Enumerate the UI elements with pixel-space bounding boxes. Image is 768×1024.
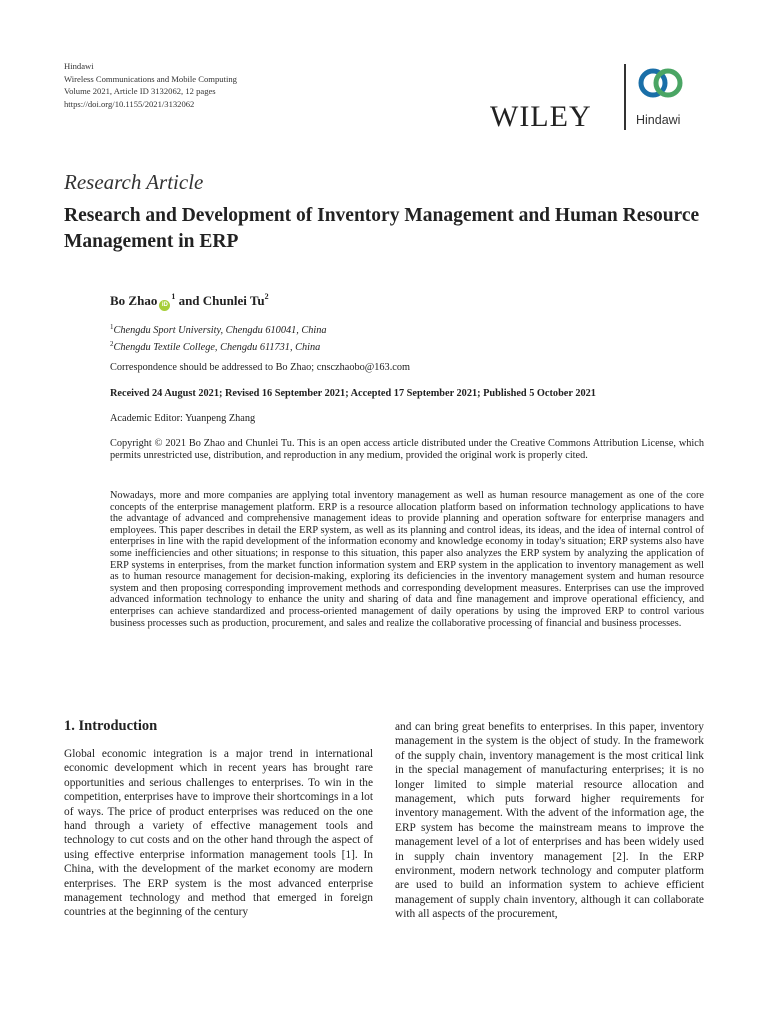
meta-volume: Volume 2021, Article ID 3132062, 12 pages xyxy=(64,86,216,97)
author-1-affil: 1 xyxy=(171,292,176,301)
article-dates: Received 24 August 2021; Revised 16 September 2021; Accepted 17 September 2021; Published 5 October 2021 xyxy=(110,388,596,399)
hindawi-logo-text: Hindawi xyxy=(636,113,681,127)
logo-divider xyxy=(624,64,626,130)
abstract: Nowadays, more and more companies are applying total inventory management as well as human resource management as one of the core concepts of the enterprise management platform. ERP is a resource allocation platform based on information technology applications to have the advantage of advanced and comprehensive management ideas to provide planning and operation software for enterprise managers and employees. This paper describes in detail the ERP system, as well as its planning and control ideas, its ideas, and the idea of internal control of enterprises in line with the rapid development of the information economy and knowledge economy in today's situation; ERP systems also have some inefficiencies and other situations; in response to this situation, this paper also analyzes the ERP system by analyzing the application of ERP systems in enterprises, from the market function information system and ERP system in the application to inventory management as well as to human resource management for decision-making, exploring its deficiencies in the inventory management system and human resource system and then proposing corresponding improvement methods and corresponding development measures. Enterprises can use the improved advanced information technology to enhance the unity and sharing of data and fine management and improve operational efficiency, and enterprises can achieve standardized and process-oriented management of daily operations by using the improved ERP to control various business processes such as production, procurement, and sales and realize the collaborative processing of financial and business processes. xyxy=(110,490,704,629)
copyright-notice: Copyright © 2021 Bo Zhao and Chunlei Tu. This is an open access article distributed under the Creative Commons Attribution License, which permits unrestricted use, distribution, and reproduction in any medium, provided the original work is properly cited. xyxy=(110,438,704,461)
journal-meta xyxy=(64,60,237,110)
affiliation-1 xyxy=(110,321,327,338)
body-column-left: Global economic integration is a major trend in international economic development which in recent years has brought rare opportunities and serious challenges to enterprises. To win in the competition, enterprises have to improve their shortcomings in a lot of ways. The price of product enterprises was reduced on the one hand through a variety of effective management tools and technology to cut costs and on the other hand through the aspect of using effective enterprise information management tools [1]. In China, with the development of the market economy are modern enterprises. The ERP system is the most advanced enterprise management technology and method that emerged in foreign countries at the beginning of the century xyxy=(64,748,373,919)
affiliations xyxy=(110,321,327,354)
affiliation-1-sup: 1 xyxy=(110,323,114,331)
body-column-right: and can bring great benefits to enterprises. In this paper, inventory management in the system is the object of study. In the framework of the supply chain, inventory management is the most critical link in the special management of manufacturing enterprises; it is no longer limited to simple material resource allocation and management, which puts forward higher requirements for inventory management. With the advent of the information age, the ERP system has become the mainstream means to improve the management level of a lot of enterprises and has been widely used in supply chain inventory management [2]. In the ERP environment, modern network technology and computer platform are used to build an information system to achieve efficient management of supply chain inventory, although it can collaborate with all aspects of the procurement, xyxy=(395,721,704,921)
academic-editor: Academic Editor: Yuanpeng Zhang xyxy=(110,413,256,424)
article-title: Research and Development of Inventory Management and Human Resource Management in ERP xyxy=(64,205,700,252)
section-heading: 1. Introduction xyxy=(64,718,158,734)
author-2: Chunlei Tu xyxy=(202,293,265,308)
affiliation-2 xyxy=(110,338,327,355)
affiliation-1-text: Chengdu Sport University, Chengdu 610041, China xyxy=(113,325,327,336)
hindawi-rings-logo xyxy=(636,62,686,106)
author-separator: and xyxy=(175,293,203,308)
affiliation-2-sup: 2 xyxy=(110,339,114,348)
article-type: Research Article xyxy=(64,170,204,194)
author-1: Bo Zhao xyxy=(110,293,158,308)
meta-publisher: Hindawi xyxy=(64,61,94,71)
wiley-logo: WILEY xyxy=(490,100,592,133)
meta-doi-link[interactable]: https://doi.org/10.1155/2021/3132062 xyxy=(64,98,195,109)
meta-journal: Wireless Communications and Mobile Computing xyxy=(64,73,237,84)
author-list xyxy=(110,292,269,311)
affiliation-2-text: Chengdu Textile College, Chengdu 611731, China xyxy=(113,341,321,353)
orcid-icon[interactable]: iD xyxy=(159,300,170,311)
correspondence: Correspondence should be addressed to Bo Zhao; cnsczhaobo@163.com xyxy=(110,362,411,373)
author-2-affil: 2 xyxy=(264,292,269,301)
